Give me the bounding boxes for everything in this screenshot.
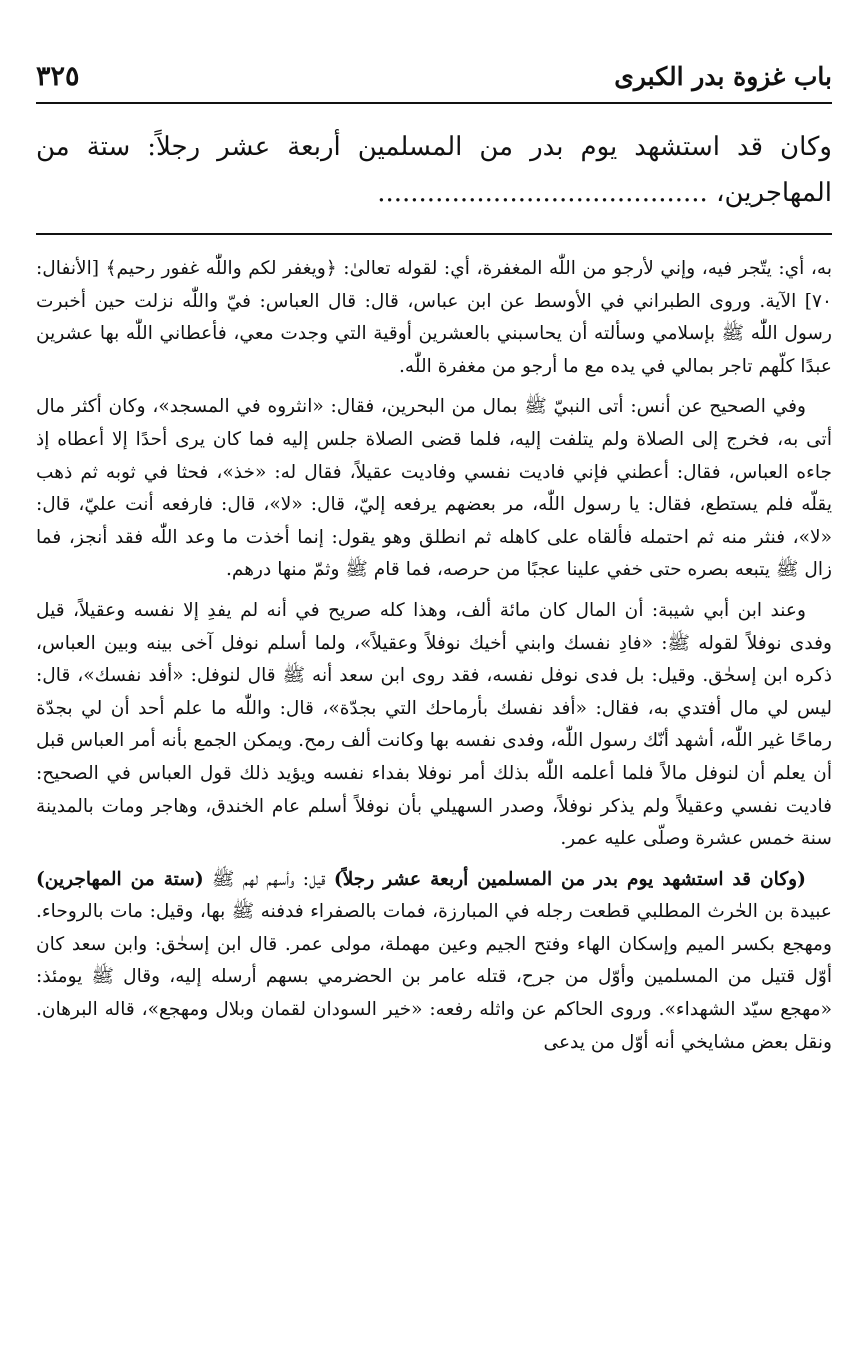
quoted-main-text-1: (وكان قد استشهد يوم بدر من المسلمين أربعة عشر رجلاً) (333, 868, 806, 890)
separator-rule (36, 233, 832, 235)
quoted-main-text-2: (ستة من المهاجرين) (36, 868, 204, 890)
page-header (36, 56, 832, 96)
header-rule (36, 102, 832, 104)
commentary-paragraph-3: وعند ابن أبي شيبة: أن المال كان مائة ألف، وهذا كله صريح في أنه لم يفدِ إلا نفسه وعقيلاً، قيل وفدى نوفلاً لقوله ﷺ: «فادِ نفسك وابني أخيك نوفلاً وعقيلاً»، ولما أسلم نوفل آخى بينه وبين العباس، ذكره ابن إسحٰق. وقيل: بل فدى نوفل نفسه، فقد روى ابن سعد أنه ﷺ قال لنوفل: «أفد نفسك»، قال: ليس لي مال أفتدي به، فقال: «أفد نفسك بأرماحك التي بجدّة»، قال: واللّٰه ما علم أحد أن لي بجدّة رماحًا غير اللّٰه، أشهد أنّك رسول اللّٰه، وفدى نفسه بها وكانت ألف رمح. ويمكن الجمع بأنه أمر العباس قبل أن يعلم أن لنوفل مالاً فلما أعلمه اللّٰه بذلك أمر نوفلا بفداء نفسه ويؤيد ذلك قول العباس في الصحيح: فاديت نفسي وعقيلاً ولم يذكر نوفلاً، وصدر السهيلي بأن نوفلاً أسلم عام الخندق، وهاجر ومات بالمدينة سنة خمس عشرة وصلّى عليه عمر. (36, 599, 832, 850)
commentary-text-2: عبيدة بن الحٰرث المطلبي قطعت رجله في المبارزة، فمات بالصفراء فدفنه ﷺ بها، وقيل: مات بالروحاء. ومهجع بكسر الميم وإسكان الهاء وفتح الجيم وعين مهملة، مولى عمر. قال ابن إسحٰق: وابن سعد كان أوّل قتيل من المسلمين وأوّل من جرح، قتله عامر بن الحضرمي بسهم أرسله إليه، وقال ﷺ يومئذ: «مهجع سيّد الشهداء». وروى الحاكم عن واثله رفعه: «خير السودان لقمان وبلال ومهجع»، قاله البرهان. ونقل بعض مشايخي أنه أوّل من يدعى (36, 901, 832, 1053)
main-text-body: وكان قد استشهد يوم بدر من المسلمين أربعة عشر رجلاً: ستة من المهاجرين، (36, 132, 832, 208)
page-number: ٣٢٥ (36, 60, 80, 92)
commentary-paragraph-1: به، أي: يتّجر فيه، وإني لأرجو من اللّٰه المغفرة، أي: لقوله تعالىٰ: ﴿ويغفر لكم واللّٰه غفور رحيم﴾ [الأنفال: ٧٠] الآية. وروى الطبراني في الأوسط عن ابن عباس، قال: قال العباس: فيّ واللّٰه نزلت حين أخبرت رسول اللّٰه ﷺ بإسلامي وسألته أن يحاسبني بالعشرين أوقية التي وجدت معي، فأعطاني اللّٰه بها عشرين عبدًا كلّهم تاجر بمالي في يده مع ما أرجو من مغفرة اللّٰه. (36, 258, 832, 377)
commentary (36, 253, 832, 1059)
commentary-text-1: قيل: وأسهم لهم ﷺ (203, 868, 334, 890)
commentary-paragraph-4 (36, 864, 832, 1060)
commentary-paragraph-2: وفي الصحيح عن أنس: أتى النبيّ ﷺ بمال من البحرين، فقال: «انثروه في المسجد»، وكان أكثر مال أتى به، فخرج إلى الصلاة ولم يتلفت إليه، فلما قضى الصلاة جلس إليه فما كان يرى أحدًا إلا أعطاه إذ جاءه العباس، فقال: أعطني فإني فاديت نفسي وفاديت عقيلاً، فقال له: «خذ»، فحثا في ثوبه ثم ذهب يقلّه فلم يستطع، فقال: يا رسول اللّٰه، مر بعضهم يرفعه إليّ، قال: «لا»، قال: فارفعه أنت عليّ، قال: «لا»، فنثر منه ثم احتمله فألقاه على كاهله ثم انطلق وهو يقول: إنما أخذت ما وعد اللّٰه فقد أنجز، فما زال ﷺ يتبعه بصره حتى خفي علينا عجبًا من حرصه، فما قام ﷺ وثمّ منها درهم. (36, 396, 832, 581)
main-text (36, 124, 832, 216)
main-text-dots: ........................................ (377, 178, 708, 208)
chapter-title: باب غزوة بدر الكبرى (614, 61, 832, 91)
